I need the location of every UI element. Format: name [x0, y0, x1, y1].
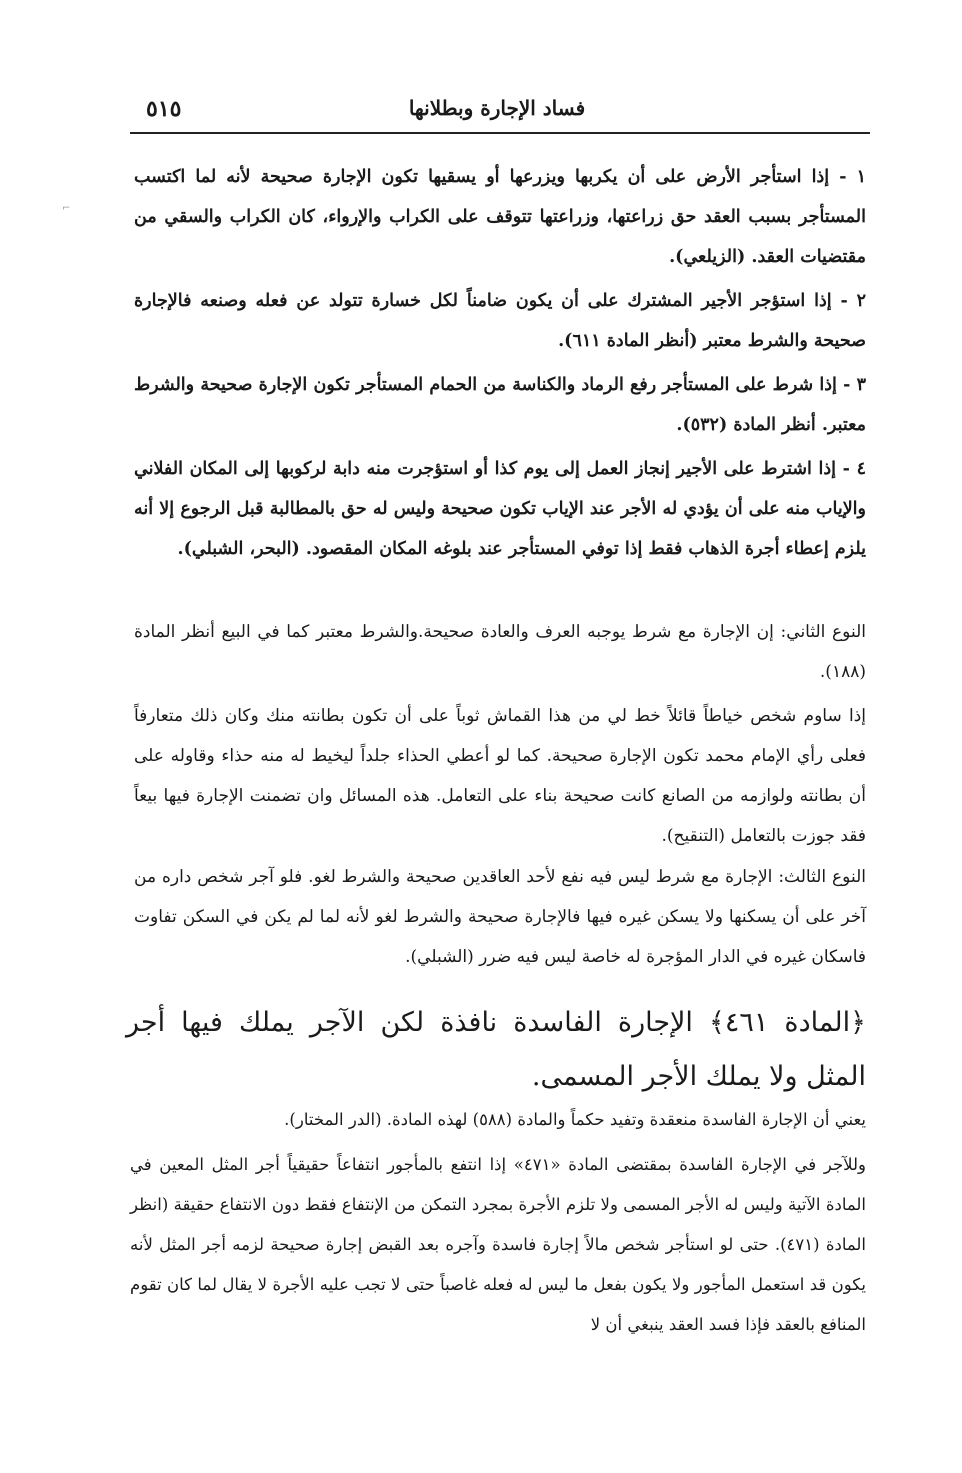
article-461: ﴿المادة ٤٦١﴾ الإجارة الفاسدة نافذة لكن الآجر يملك فيها أجر المثل ولا يملك الأجر المسمى. [126, 1007, 866, 1092]
page-number: ٥١٥ [146, 96, 182, 122]
paragraph-second-type: النوع الثاني: إن الإجارة مع شرط يوجبه العرف والعادة صحيحة.والشرط معتبر كما في البيع أنظر المادة (١٨٨). [134, 622, 866, 682]
paragraph-commentary: وللآجر في الإجارة الفاسدة بمقتضى المادة «٤٧١» إذا انتفع بالمأجور انتفاعاً حقيقياً أجر المثل المعين في المادة الآتية وليس له الأجر المسمى ولا تلزم الأجرة بمجرد التمكن من الإنتفاع فقط دون الانتفاع حقيقة (انظر المادة (٤٧١). حتى لو استأجر شخص مالاً إجارة فاسدة وآجره بعد القبض إجارة صحيحة لزمه أجر المثل لأنه يكون قد استعمل المأجور ولا يكون بفعل ما ليس له فعله غاصباً حتى لا تجب عليه الأجرة لا يقال لما كان تقوم المنافع بالعقد فإذا فسد العقد ينبغي أن لا [130, 1155, 867, 1334]
page-header [128, 92, 866, 132]
paragraph-case-1: ١ - إذا استأجر الأرض على أن يكربها ويزرعها أو يسقيها تكون الإجارة صحيحة لأنه لما اكتسب المستأجر بسبب العقد حق زراعتها، وزراعتها تتوقف على الكراب والإرواء، كان الكراب والسقي من مقتضيات العقد. (الزيلعي). [134, 167, 866, 267]
paragraph-case-2: ٢ - إذا استؤجر الأجير المشترك على أن يكون ضامناً لكل خسارة تتولد عن فعله وصنعه فالإجارة صحيحة والشرط معتبر (أنظر المادة ٦١١). [134, 291, 866, 351]
paragraph-explanation: يعني أن الإجارة الفاسدة منعقدة وتفيد حكماً والمادة (٥٨٨) لهذه المادة. (الدر المختار). [284, 1110, 866, 1129]
paragraph-tailor-example: إذا ساوم شخص خياطاً قائلاً خط لي من هذا القماش ثوباً على أن تكون بطانته منك وكان ذلك متعارفاً فعلى رأي الإمام محمد تكون الإجارة صحيحة. كما لو أعطي الحذاء جلداً ليخيط له منه حذاء وقاوله على أن بطانته ولوازمه من الصانع كانت صحيحة بناء على التعامل. هذه المسائل وان تضمنت الإجارة فيها بيعاً فقد جوزت بالتعامل (التنقيح). [134, 706, 866, 846]
paragraph-third-type: النوع الثالث: الإجارة مع شرط ليس فيه نفع لأحد العاقدين صحيحة والشرط لغو. فلو آجر شخص داره من آخر على أن يسكنها ولا يسكن غيره فيها فالإجارة صحيحة والشرط لغو لأنه لما لم يكن في السكن تفاوت فاسكان غيره في الدار المؤجرة له خاصة ليس فيه ضرر (الشبلي). [134, 867, 866, 967]
paragraph-case-4: ٤ - إذا اشترط على الأجير إنجاز العمل إلى يوم كذا أو استؤجرت منه دابة لركوبها إلى المكان الفلاني والإياب منه على أن يؤدي له الأجر عند الإياب تكون صحيحة وليس له حق بالمطالبة قبل الرجوع إلا أنه يلزم إعطاء أجرة الذهاب فقط إذا توفي المستأجر عند بلوغه المكان المقصود. (البحر، الشبلي). [134, 459, 866, 559]
header-rule [130, 132, 870, 134]
paragraph-case-3: ٣ - إذا شرط على المستأجر رفع الرماد والكناسة من الحمام المستأجر تكون الإجارة صحيحة والشرط معتبر. أنظر المادة (٥٣٢). [134, 375, 866, 435]
margin-mark: ⌐ [62, 203, 71, 214]
running-title: فساد الإجارة وبطلانها [408, 96, 586, 120]
